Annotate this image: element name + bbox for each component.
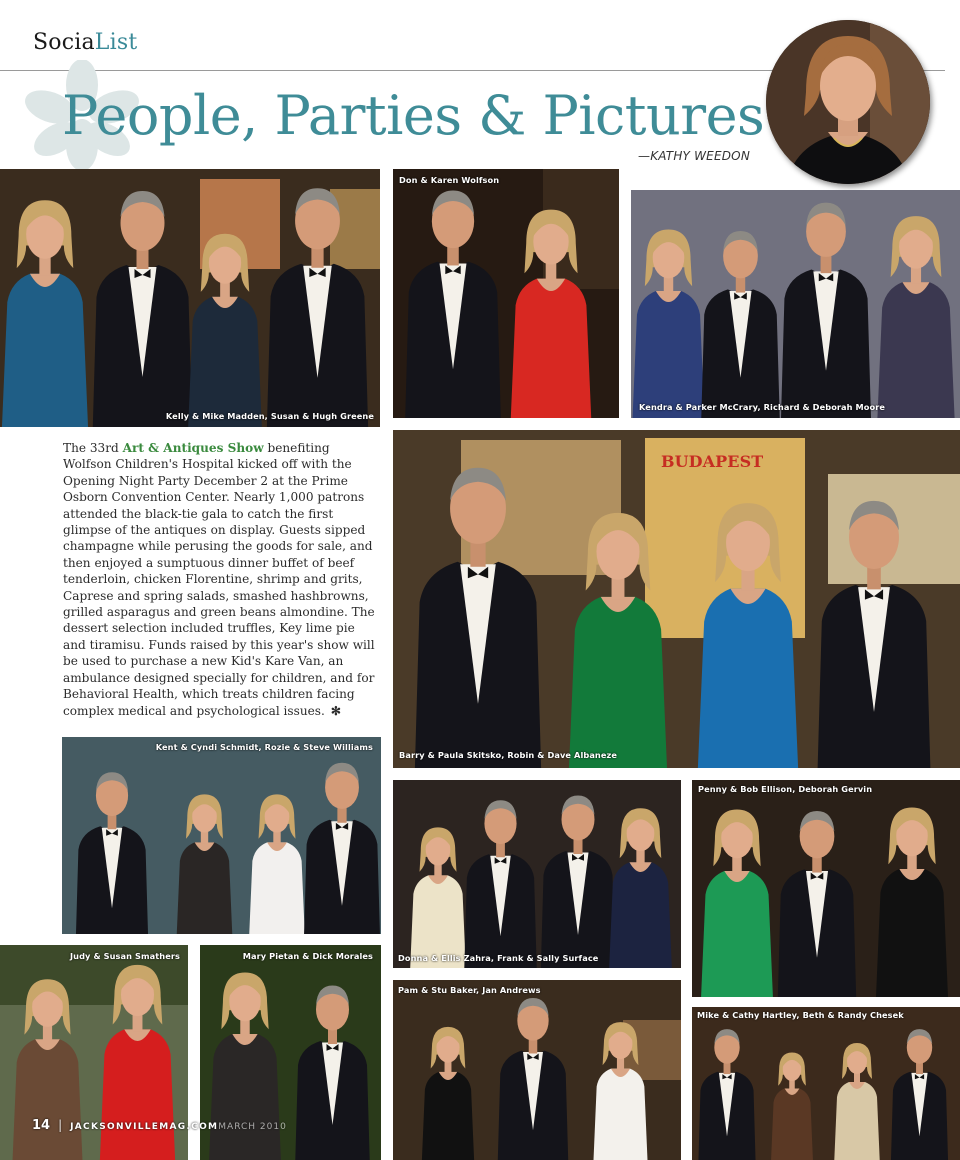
caption-mccrary-moore: Kendra & Parker McCrary, Richard & Deborah Moore <box>639 402 886 412</box>
section-label-accent: List <box>94 30 138 55</box>
photo-madden-greene <box>0 169 380 427</box>
byline: —KATHY WEEDON <box>638 149 750 163</box>
caption-schmidt-williams: Kent & Cyndi Schmidt, Rozie & Steve Williams <box>155 742 373 752</box>
footer-separator: | <box>58 1118 63 1132</box>
caption-hartley-chesek: Mike & Cathy Hartley, Beth & Randy Chesek <box>697 1010 904 1020</box>
caption-zahra-surface: Donna & Ellis Zahra, Frank & Sally Surface <box>398 953 599 963</box>
footer-site: JACKSONVILLEMAG.COM <box>70 1122 219 1132</box>
caption-baker-andrews: Pam & Stu Baker, Jan Andrews <box>398 985 541 995</box>
caption-wolfson: Don & Karen Wolfson <box>399 175 500 185</box>
caption-ellison-gervin: Penny & Bob Ellison, Deborah Gervin <box>698 784 873 794</box>
footer-issue: MARCH 2010 <box>218 1122 287 1132</box>
section-label-prefix: Socia <box>33 30 95 55</box>
caption-madden-greene: Kelly & Mike Madden, Susan & Hugh Greene <box>165 411 374 421</box>
poster-text: BUDAPEST <box>661 452 764 471</box>
caption-pietan-morales: Mary Pietan & Dick Morales <box>242 951 373 961</box>
page-footer <box>32 1118 287 1133</box>
photo-skitsko-albaneze <box>393 430 960 768</box>
event-name: Art & Antiques Show <box>122 441 264 455</box>
section-label <box>33 30 137 55</box>
caption-skitsko-albaneze: Barry & Paula Skitsko, Robin & Dave Albaneze <box>399 750 618 760</box>
end-mark-icon: ✻ <box>330 703 341 718</box>
photo-hartley-chesek <box>692 1007 960 1160</box>
page-number: 14 <box>32 1118 51 1133</box>
article-body: The 33rd Art & Antiques Show benefiting Wolfson Children's Hospital kicked off with the Opening Night Party December 2 at the Prime Osborn Convention Center. Nearly 1,000 patrons attended the black-tie gala to catch the first glimpse of the antiques on display. Guests sipped champagne while perusing the goods for sale, and then enjoyed a sumptuous dinner buffet of beef tenderloin, chicken Florentine, shrimp and grits, Caprese and spring salads, smashed hashbrowns, grilled asparagus and green beans almondine. The dessert selection included truffles, Key lime pie and tiramisu. Funds raised by this year's show will be used to purchase a new Kid's Kare Van, an ambulance designed specially for children, and for Behavioral Health, which treats children facing complex medical and psychological issues. ✻ <box>63 441 375 718</box>
photo-ellison-gervin <box>692 780 960 997</box>
caption-smathers: Judy & Susan Smathers <box>70 951 180 961</box>
photo-mccrary-moore <box>631 190 960 418</box>
author-portrait <box>766 20 930 184</box>
page-title: People, Parties & Pictures <box>62 84 765 147</box>
photo-schmidt-williams <box>62 737 381 934</box>
photo-baker-andrews <box>393 980 681 1160</box>
photo-wolfson <box>393 169 619 418</box>
photo-zahra-surface <box>393 780 681 968</box>
